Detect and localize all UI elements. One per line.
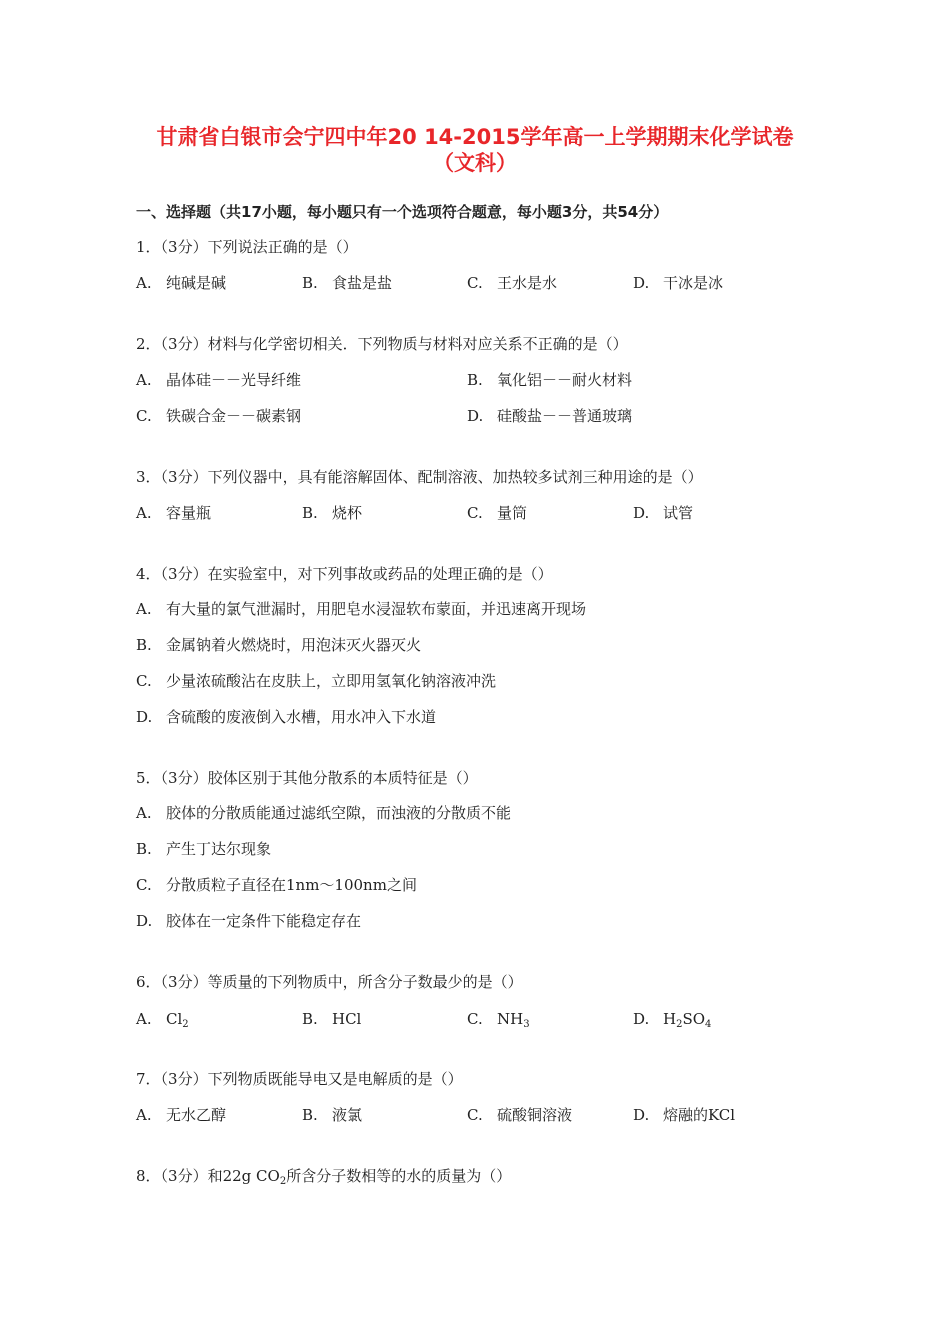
option-text: 食盐是盐 (332, 274, 393, 292)
formula-text: H (663, 1010, 677, 1028)
option-letter: D. (467, 407, 484, 425)
option-letter: D. (633, 1106, 650, 1124)
formula-subscript: 2 (676, 1019, 683, 1030)
option-letter: A. (136, 600, 152, 618)
question-4-option-a (136, 599, 586, 619)
formula-text: HCl (332, 1010, 362, 1028)
option-letter: C. (467, 1010, 483, 1028)
question-3-option-a (136, 503, 211, 523)
question-7-option-c (467, 1105, 572, 1125)
option-text: 分散质粒子直径在1nm～100nm之间 (166, 876, 417, 894)
question-7-option-d (633, 1105, 735, 1125)
option-letter: A. (136, 804, 152, 822)
option-letter: D. (633, 504, 650, 522)
question-1-stem: 1．（3分）下列说法正确的是（） (136, 238, 358, 256)
option-text: 液氯 (332, 1106, 363, 1124)
question-5-option-b (136, 839, 271, 859)
option-letter: D. (136, 912, 153, 930)
stem-text: 所含分子数相等的水的质量为（） (286, 1167, 512, 1185)
option-letter: D. (136, 708, 153, 726)
stem-text: 8．（3分）和22g CO (136, 1167, 280, 1185)
option-letter: B. (302, 504, 318, 522)
question-7-option-a (136, 1105, 226, 1125)
option-letter: C. (467, 274, 483, 292)
question-2-stem: 2．（3分）材料与化学密切相关．下列物质与材料对应关系不正确的是（） (136, 335, 628, 353)
question-8-stem (136, 1166, 511, 1192)
section-heading: 一、选择题（共17小题，每小题只有一个选项符合题意，每小题3分，共54分） (136, 203, 669, 221)
formula-subscript: 4 (705, 1019, 712, 1030)
option-text: 王水是水 (497, 274, 558, 292)
option-text: 烧杯 (332, 504, 363, 522)
option-text: 氧化铝－－耐火材料 (497, 371, 633, 389)
option-text: 容量瓶 (166, 504, 212, 522)
option-letter: C. (136, 876, 152, 894)
option-letter: B. (467, 371, 483, 389)
question-5-option-c (136, 875, 417, 895)
formula-text: SO (682, 1010, 706, 1028)
option-letter: A. (136, 371, 152, 389)
question-1-option-a (136, 273, 226, 293)
option-text: 晶体硅－－光导纤维 (166, 371, 302, 389)
option-text: 胶体的分散质能通过滤纸空隙，而浊液的分散质不能 (166, 804, 512, 822)
question-3-stem: 3．（3分）下列仪器中，具有能溶解固体、配制溶液、加热较多试剂三种用途的是（） (136, 468, 703, 486)
question-2-option-a (136, 370, 301, 390)
option-letter: B. (302, 1106, 318, 1124)
question-2-option-b (467, 370, 632, 390)
question-6-stem: 6．（3分）等质量的下列物质中，所含分子数最少的是（） (136, 973, 523, 991)
option-text: 量筒 (497, 504, 528, 522)
option-letter: B. (302, 274, 318, 292)
formula-subscript: 2 (279, 1176, 287, 1187)
option-text: 干冰是冰 (663, 274, 724, 292)
option-text: 硅酸盐－－普通玻璃 (497, 407, 633, 425)
option-text: 铁碳合金－－碳素钢 (166, 407, 302, 425)
option-text: 含硫酸的废液倒入水槽，用水冲入下水道 (166, 708, 437, 726)
question-3-option-b (302, 503, 362, 523)
option-letter: D. (633, 1010, 650, 1028)
question-6-option-d (633, 1009, 711, 1035)
question-6-option-c (467, 1009, 530, 1035)
formula-text: NH (497, 1010, 524, 1028)
option-letter: C. (136, 407, 152, 425)
option-text: 金属钠着火燃烧时，用泡沫灭火器灭火 (166, 636, 422, 654)
question-7-stem: 7．（3分）下列物质既能导电又是电解质的是（） (136, 1070, 463, 1088)
option-text: 试管 (663, 504, 694, 522)
question-4-stem: 4．（3分）在实验室中，对下列事故或药品的处理正确的是（） (136, 565, 553, 583)
question-1-option-c (467, 273, 557, 293)
question-5-option-a (136, 803, 511, 823)
exam-title: 甘肃省白银市会宁四中年20 14-2015学年高一上学期期末化学试卷 (156, 125, 794, 149)
option-text: 无水乙醇 (166, 1106, 227, 1124)
exam-subtitle: （文科） (433, 151, 517, 175)
question-4-option-c (136, 671, 496, 691)
option-letter: D. (633, 274, 650, 292)
question-6-option-b (302, 1009, 361, 1029)
question-2-option-c (136, 406, 301, 426)
question-4-option-d (136, 707, 436, 727)
question-7-option-b (302, 1105, 362, 1125)
option-letter: B. (302, 1010, 318, 1028)
option-text: 少量浓硫酸沾在皮肤上，立即用氢氧化钠溶液冲洗 (166, 672, 497, 690)
question-5-option-d (136, 911, 361, 931)
option-letter: C. (136, 672, 152, 690)
formula-subscript: 3 (523, 1019, 530, 1030)
question-6-option-a (136, 1009, 189, 1035)
question-1-option-d (633, 273, 723, 293)
option-letter: B. (136, 840, 152, 858)
option-text: 纯碱是碱 (166, 274, 227, 292)
option-letter: C. (467, 504, 483, 522)
option-text: 硫酸铜溶液 (497, 1106, 573, 1124)
question-4-option-b (136, 635, 421, 655)
option-letter: B. (136, 636, 152, 654)
option-letter: A. (136, 1010, 152, 1028)
option-letter: A. (136, 274, 152, 292)
option-letter: A. (136, 504, 152, 522)
question-3-option-c (467, 503, 527, 523)
option-letter: C. (467, 1106, 483, 1124)
formula-subscript: 2 (182, 1019, 189, 1030)
formula-text: Cl (166, 1010, 183, 1028)
question-2-option-d (467, 406, 632, 426)
question-1-option-b (302, 273, 392, 293)
option-text: 产生丁达尔现象 (166, 840, 272, 858)
option-text: 熔融的KCl (663, 1106, 736, 1124)
question-3-option-d (633, 503, 693, 523)
option-text: 有大量的氯气泄漏时，用肥皂水浸湿软布蒙面，并迅速离开现场 (166, 600, 587, 618)
option-text: 胶体在一定条件下能稳定存在 (166, 912, 362, 930)
question-5-stem: 5．（3分）胶体区别于其他分散系的本质特征是（） (136, 769, 478, 787)
option-letter: A. (136, 1106, 152, 1124)
